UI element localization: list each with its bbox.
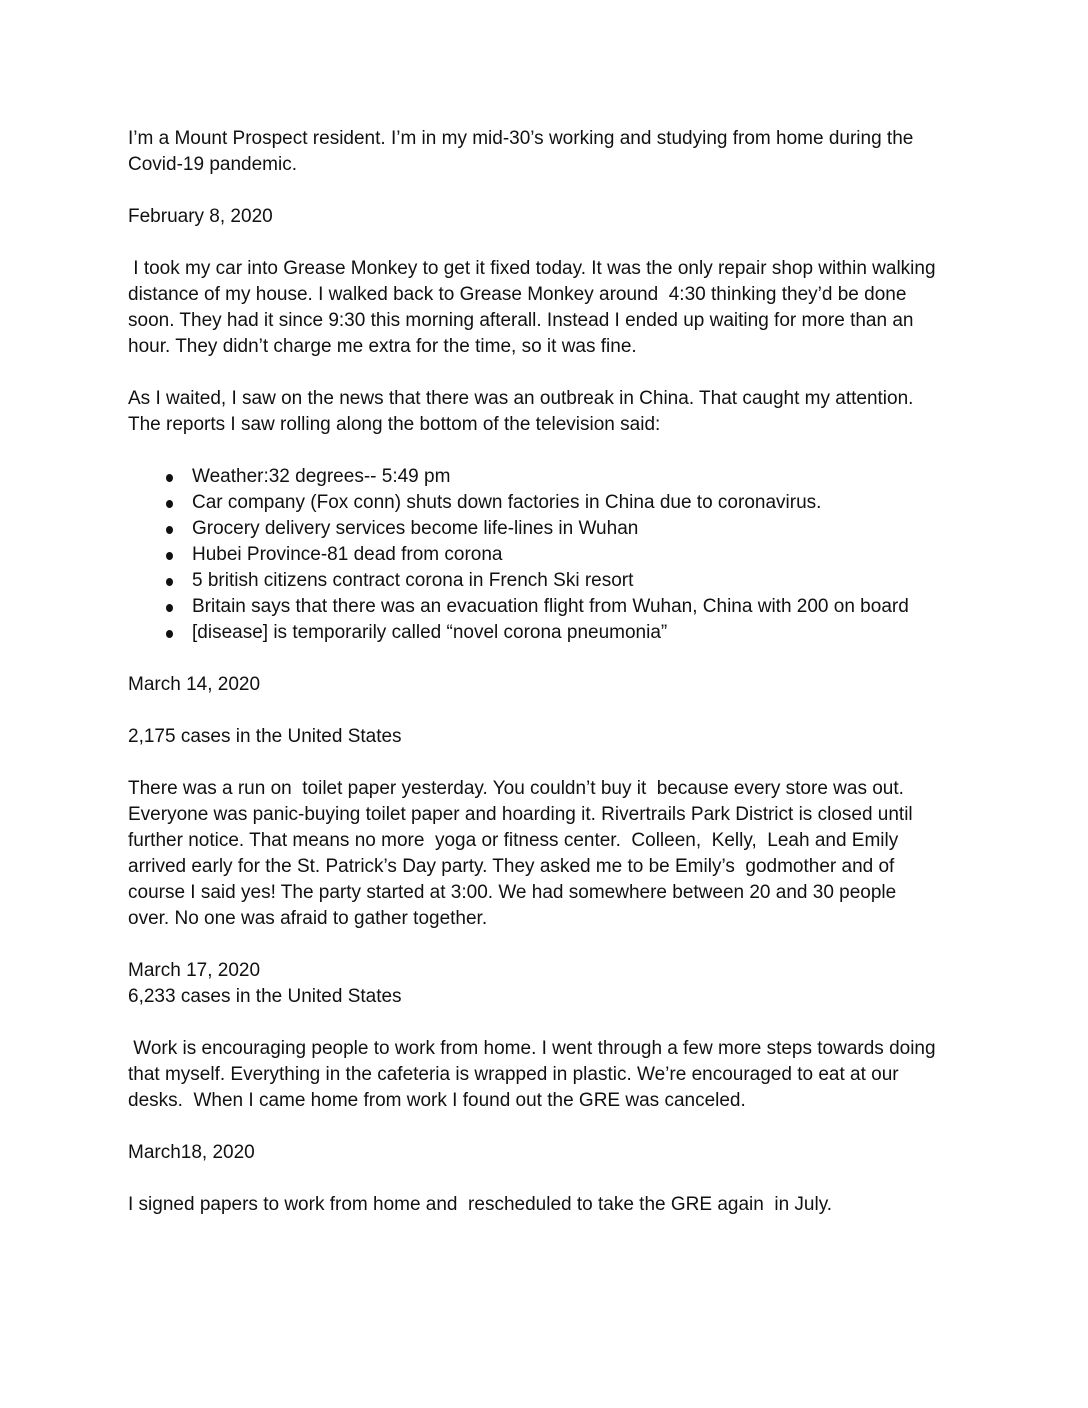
case-count: 6,233 cases in the United States: [128, 986, 402, 1007]
text-line: over. No one was afraid to gather together.: [128, 908, 488, 929]
list-item-text: [disease] is temporarily called “novel corona pneumonia”: [192, 622, 668, 643]
text-line: I’m a Mount Prospect resident. I’m in my mid-30’s working and studying from home during the: [128, 128, 914, 149]
bullet-icon: [166, 552, 173, 560]
news-bullet-list: [128, 464, 978, 646]
text-line: course I said yes! The party started at 3:00. We had somewhere between 20 and 30 people: [128, 882, 897, 903]
bullet-icon: [166, 500, 173, 508]
text-line: Work is encouraging people to work from home. I went through a few more steps towards doing: [128, 1038, 936, 1059]
text-line: The reports I saw rolling along the bottom of the television said:: [128, 414, 661, 435]
bullet-icon: [166, 526, 173, 534]
text-line: further notice. That means no more yoga or fitness center. Colleen, Kelly, Leah and Emily: [128, 830, 899, 851]
text-line: Everyone was panic-buying toilet paper and hoarding it. Rivertrails Park District is closed until: [128, 804, 913, 825]
text-line: arrived early for the St. Patrick’s Day party. They asked me to be Emily’s godmother and of: [128, 856, 895, 877]
intro-paragraph: [128, 126, 978, 178]
list-item-text: Weather:32 degrees-- 5:49 pm: [192, 466, 451, 487]
text-line: soon. They had it since 9:30 this morning afterall. Instead I ended up waiting for more than an: [128, 310, 914, 331]
text-line: hour. They didn’t charge me extra for the time, so it was fine.: [128, 336, 637, 357]
entry-date: February 8, 2020: [128, 206, 273, 227]
entry-date: March 14, 2020: [128, 674, 261, 695]
list-item-text: Grocery delivery services become life-lines in Wuhan: [192, 518, 639, 539]
entry-date: March18, 2020: [128, 1142, 255, 1163]
list-item: [128, 542, 978, 568]
list-item: [128, 490, 978, 516]
entry-paragraph: [128, 386, 978, 438]
text-line: that myself. Everything in the cafeteria is wrapped in plastic. We’re encouraged to eat at our: [128, 1064, 899, 1085]
list-item: [128, 464, 978, 490]
entry-date: March 17, 2020: [128, 960, 261, 981]
entry-paragraph: [128, 776, 978, 932]
list-item: [128, 594, 978, 620]
list-item-text: Hubei Province-81 dead from corona: [192, 544, 503, 565]
bullet-icon: [166, 604, 173, 612]
bullet-icon: [166, 630, 173, 638]
bullet-icon: [166, 578, 173, 586]
list-item: [128, 568, 978, 594]
text-line: I signed papers to work from home and rescheduled to take the GRE again in July.: [128, 1194, 833, 1215]
text-line: distance of my house. I walked back to Grease Monkey around 4:30 thinking they’d be done: [128, 284, 907, 305]
text-line: desks. When I came home from work I found out the GRE was canceled.: [128, 1090, 746, 1111]
list-item: [128, 620, 978, 646]
entry-paragraph: [128, 1192, 978, 1218]
case-count: 2,175 cases in the United States: [128, 726, 402, 747]
list-item: [128, 516, 978, 542]
text-line: Covid-19 pandemic.: [128, 154, 297, 175]
list-item-text: 5 british citizens contract corona in French Ski resort: [192, 570, 634, 591]
entry-paragraph: [128, 1036, 978, 1114]
list-item-text: Britain says that there was an evacuation flight from Wuhan, China with 200 on board: [192, 596, 909, 617]
text-line: As I waited, I saw on the news that there was an outbreak in China. That caught my attention.: [128, 388, 914, 409]
text-line: There was a run on toilet paper yesterday. You couldn’t buy it because every store was out.: [128, 778, 904, 799]
text-line: I took my car into Grease Monkey to get it fixed today. It was the only repair shop within walking: [128, 258, 936, 279]
document-page: [128, 126, 978, 1218]
list-item-text: Car company (Fox conn) shuts down factories in China due to coronavirus.: [192, 492, 822, 513]
bullet-icon: [166, 474, 173, 482]
entry-paragraph: [128, 256, 978, 360]
